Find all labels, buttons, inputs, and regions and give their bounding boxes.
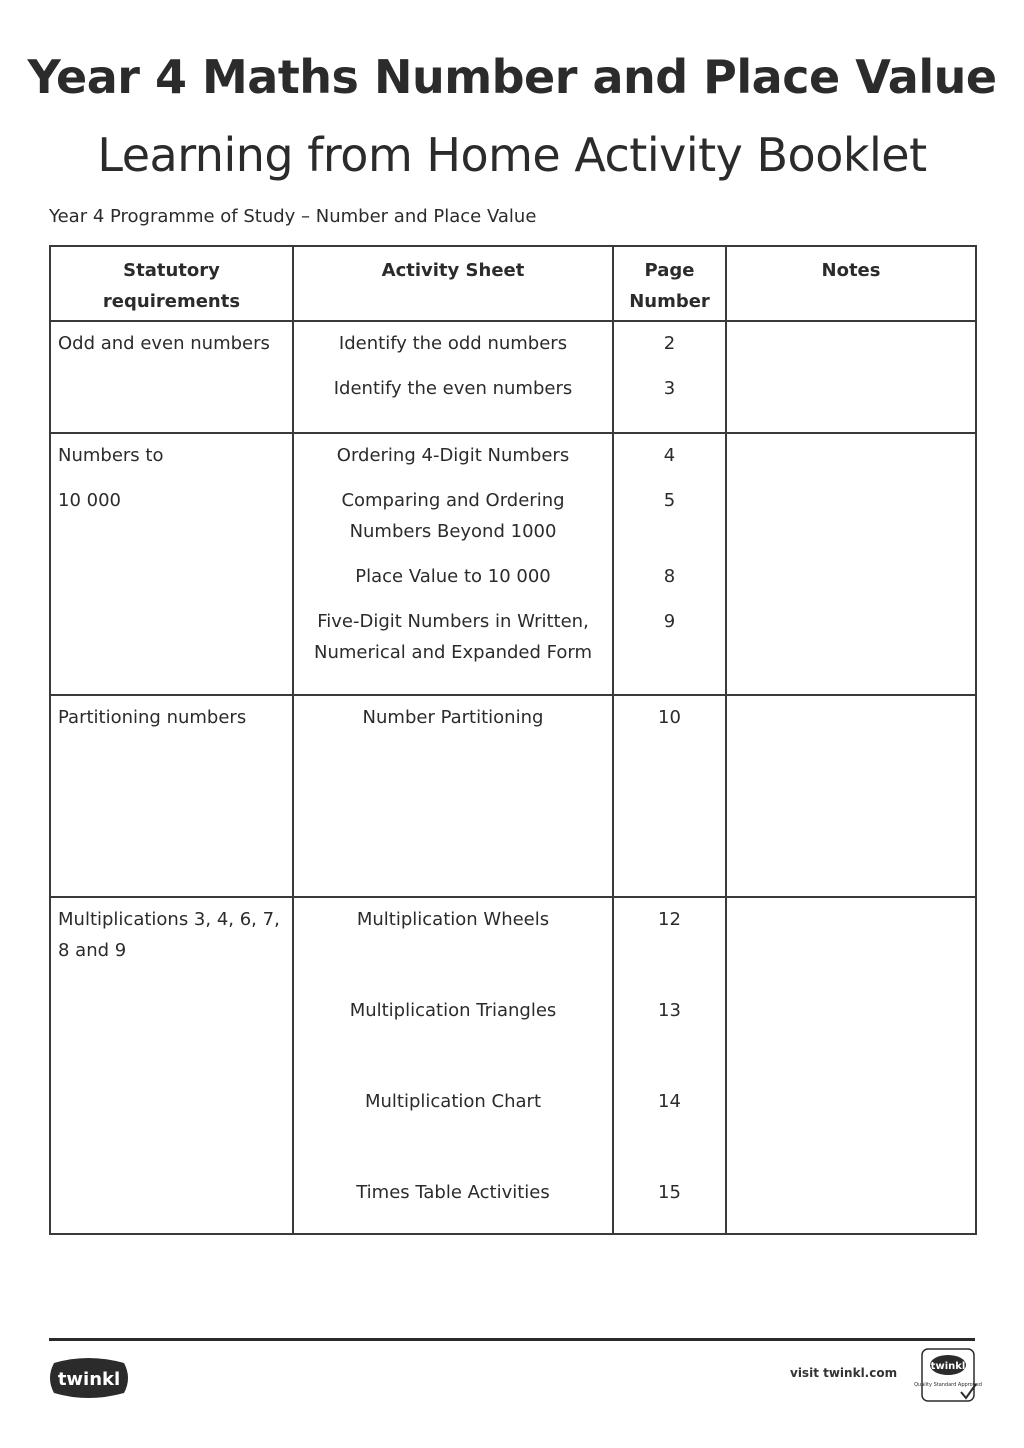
page-number: 14: [658, 1091, 681, 1112]
table-row: [50, 897, 976, 1234]
page-number: 12: [658, 909, 681, 930]
requirement-cell: Multiplications 3, 4, 6, 7, 8 and 9: [50, 897, 293, 1234]
page-number: 3: [663, 378, 676, 399]
page-cell: [613, 433, 726, 695]
page-title: Year 4 Maths Number and Place Value: [27, 50, 997, 104]
requirements-table: [49, 245, 977, 1235]
visit-link[interactable]: visit twinkl.com: [790, 1366, 898, 1380]
table-row: [50, 433, 976, 695]
svg-text:twinkl: twinkl: [930, 1361, 966, 1372]
page-number: 4: [663, 445, 676, 466]
header-notes: Notes: [726, 246, 976, 321]
activity-item: Comparing and Ordering Numbers Beyond 1000: [341, 490, 565, 542]
requirement-cell: Partitioning numbers: [50, 695, 293, 897]
requirement-cell: Numbers to 10 000: [50, 433, 293, 695]
notes-cell[interactable]: [726, 321, 976, 433]
activity-item: Ordering 4-Digit Numbers: [336, 445, 570, 466]
twinkl-logo[interactable]: [48, 1355, 130, 1401]
page-number: 8: [663, 566, 676, 587]
page-subtitle: Learning from Home Activity Booklet: [97, 128, 927, 182]
page-number: 10: [658, 707, 681, 728]
activity-item: Multiplication Wheels: [356, 909, 550, 930]
quality-badge: [914, 1348, 982, 1404]
activity-item: Five-Digit Numbers in Written, Numerical and Expanded Form: [314, 611, 592, 663]
page-cell: [613, 897, 726, 1234]
page-number: 2: [663, 333, 676, 354]
activity-item: Identify the even numbers: [333, 378, 573, 399]
notes-cell[interactable]: [726, 695, 976, 897]
page-number: 15: [658, 1182, 681, 1203]
activity-item: Number Partitioning: [362, 707, 544, 728]
page-cell: [613, 321, 726, 433]
activity-cell: [293, 321, 613, 433]
activity-cell: [293, 433, 613, 695]
table-row: [50, 695, 976, 897]
activity-item: Identify the odd numbers: [338, 333, 568, 354]
page-number: 5: [663, 490, 676, 511]
activity-cell: [293, 897, 613, 1234]
programme-of-study: Year 4 Programme of Study – Number and Place Value: [49, 206, 537, 227]
table-header-row: [50, 246, 976, 321]
footer-divider: [49, 1338, 975, 1341]
header-activity: Activity Sheet: [293, 246, 613, 321]
page-number: 13: [658, 1000, 681, 1021]
notes-cell[interactable]: [726, 433, 976, 695]
activity-item: Multiplication Chart: [364, 1091, 542, 1112]
page-number: 9: [663, 611, 676, 632]
notes-cell[interactable]: [726, 897, 976, 1234]
table-row: [50, 321, 976, 433]
page-cell: [613, 695, 726, 897]
activity-item: Multiplication Triangles: [349, 1000, 557, 1021]
activity-cell: [293, 695, 613, 897]
header-page: Page Number: [613, 246, 726, 321]
header-requirements: Statutory requirements: [50, 246, 293, 321]
activity-item: Times Table Activities: [356, 1182, 550, 1203]
activity-item: Place Value to 10 000: [355, 566, 551, 587]
requirement-cell: Odd and even numbers: [50, 321, 293, 433]
svg-text:Quality Standard Approved: Quality Standard Approved: [914, 1382, 982, 1388]
svg-text:twinkl: twinkl: [57, 1369, 121, 1390]
